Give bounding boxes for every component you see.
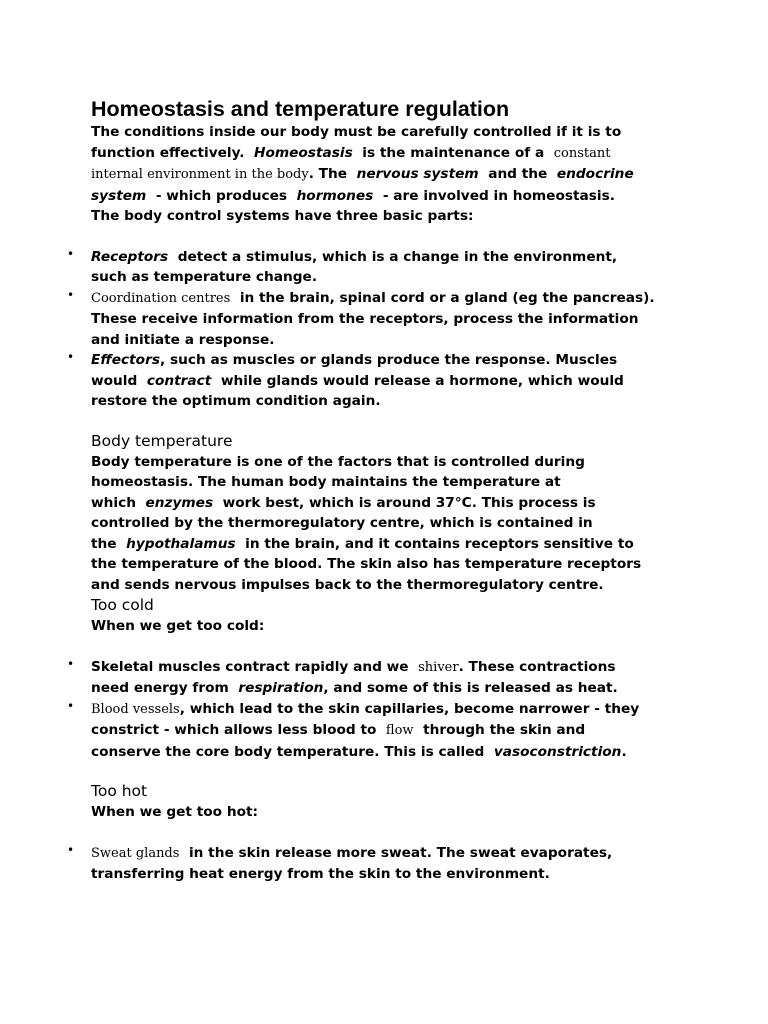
paragraph-text: which: [91, 494, 136, 511]
too-cold-list: [91, 657, 691, 763]
list-text: , such as muscles or glands produce the response. Muscles: [160, 352, 618, 368]
term-sweat-glands: Sweat glands: [91, 845, 180, 861]
intro-line: [91, 164, 691, 186]
term-receptors: Receptors: [91, 248, 169, 265]
list-text: , and some of this is released as heat.: [323, 680, 618, 696]
too-hot-lead: When we get too hot:: [91, 804, 258, 820]
list-line: These receive information from the receptors, process the information: [91, 311, 639, 327]
list-line: [91, 678, 691, 699]
list-text: need energy from: [91, 680, 229, 696]
paragraph-line: controlled by the thermoregulatory centre, which is contained in: [91, 515, 593, 531]
heading-too-hot: Too hot: [91, 782, 148, 800]
heading-body-temperature: Body temperature: [91, 431, 233, 450]
intro-text: and the: [488, 166, 548, 182]
document-content: [91, 96, 691, 885]
intro-line: The body control systems have three basic parts:: [91, 208, 474, 224]
list-item-shiver: [91, 657, 691, 699]
intro-text: is the maintenance of a: [362, 144, 545, 161]
list-text: , which lead to the skin capillaries, become narrower - they: [179, 700, 640, 717]
list-text: while glands would release a hormone, which would: [220, 372, 624, 389]
term-blood-vessels: Blood vessels: [91, 701, 180, 717]
list-line: [91, 742, 691, 763]
list-line: [91, 699, 691, 721]
list-text: . These contractions: [458, 658, 616, 675]
term-homeostasis: Homeostasis: [254, 144, 353, 161]
intro-text: function effectively.: [91, 144, 245, 161]
intro-text: constant: [553, 145, 611, 161]
intro-line: [91, 186, 691, 207]
paragraph-text: the: [91, 535, 117, 552]
list-line: [91, 247, 691, 268]
list-line: [91, 288, 691, 310]
list-item-sweat-glands: [91, 843, 691, 885]
list-item-blood-vessels: [91, 699, 691, 763]
term-effectors: Effectors: [91, 352, 160, 368]
list-line: [91, 371, 691, 392]
paragraph-line: homeostasis. The human body maintains the temperature at: [91, 474, 561, 490]
too-cold-lead: When we get too cold:: [91, 618, 265, 634]
intro-text: - are involved in homeostasis.: [382, 187, 615, 204]
term-hypothalamus: hypothalamus: [126, 535, 236, 552]
page-title: Homeostasis and temperature regulation: [91, 97, 510, 121]
list-line: [91, 350, 691, 371]
paragraph-text: in the brain, and it contains receptors sensitive to: [245, 535, 634, 552]
intro-line: [91, 143, 691, 165]
term-endocrine: endocrine: [556, 166, 634, 182]
paragraph-line: the temperature of the blood. The skin also has temperature receptors: [91, 556, 642, 572]
list-line: such as temperature change.: [91, 269, 318, 285]
list-line: transferring heat energy from the skin to the environment.: [91, 866, 550, 882]
list-line: [91, 843, 691, 865]
paragraph-line: Body temperature is one of the factors that is controlled during: [91, 453, 585, 470]
paragraph-line: [91, 534, 691, 555]
list-text: Skeletal muscles contract rapidly and we: [91, 658, 409, 675]
intro-text: . The: [308, 166, 348, 182]
term-vasoconstriction: vasoconstriction: [493, 743, 622, 760]
list-item-effectors: [91, 350, 691, 412]
list-text: would: [91, 372, 138, 389]
list-line: and initiate a response.: [91, 331, 275, 348]
list-text: detect a stimulus, which is a change in the environment,: [177, 248, 618, 265]
intro-text: - which produces: [155, 187, 288, 204]
paragraph-text: work best, which is around 37°C. This process is: [222, 494, 596, 511]
heading-too-cold: Too cold: [91, 596, 154, 614]
list-item-receptors: [91, 247, 691, 288]
list-text: .: [621, 743, 627, 760]
term-coordination-centres: Coordination centres: [91, 290, 231, 306]
term-system: system: [91, 187, 147, 204]
body-temperature-paragraph: [91, 452, 691, 596]
control-parts-list: [91, 247, 691, 412]
paragraph-line: [91, 493, 691, 514]
intro-paragraph: [91, 122, 691, 227]
intro-line: The conditions inside our body must be carefully controlled if it is to: [91, 124, 622, 140]
list-text: in the skin release more sweat. The sweat evaporates,: [188, 844, 613, 861]
term-shiver: shiver: [418, 659, 459, 675]
list-line: [91, 657, 691, 679]
paragraph-line: and sends nervous impulses back to the thermoregulatory centre.: [91, 576, 604, 593]
list-text: constrict - which allows less blood to: [91, 722, 377, 738]
term-contract: contract: [146, 372, 212, 389]
list-item-coordination-centres: [91, 288, 691, 351]
list-text: in the brain, spinal cord or a gland (eg the pancreas).: [239, 289, 655, 306]
term-nervous-system: nervous system: [356, 166, 479, 182]
list-text: through the skin and: [423, 722, 586, 738]
too-hot-list: [91, 843, 691, 885]
list-text: conserve the core body temperature. This is called: [91, 743, 485, 760]
term-enzymes: enzymes: [145, 494, 214, 511]
list-line: restore the optimum condition again.: [91, 393, 381, 409]
term-respiration: respiration: [238, 680, 324, 696]
list-line: [91, 720, 691, 742]
intro-text: internal environment in the body: [91, 167, 309, 182]
term-flow: flow: [385, 723, 414, 738]
term-hormones: hormones: [296, 187, 374, 204]
